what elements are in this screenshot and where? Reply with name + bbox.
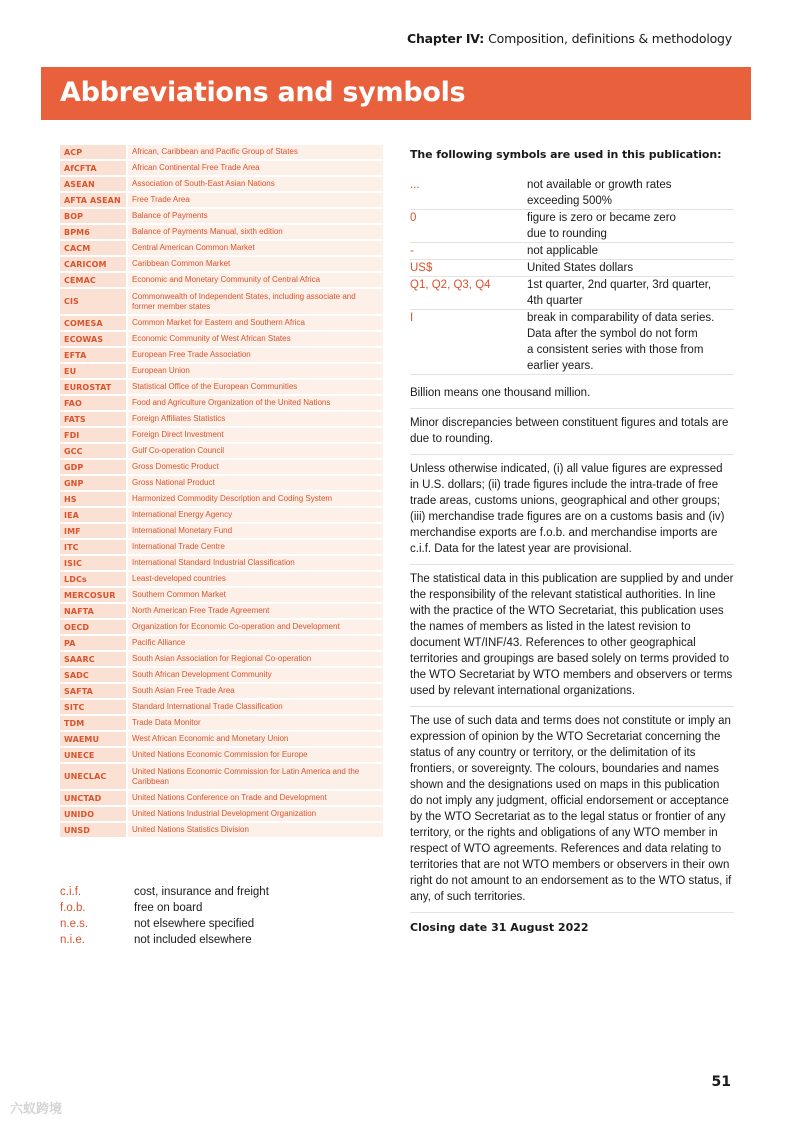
symbol-definition: 1st quarter, 2nd quarter, 3rd quarter, 4th quarter bbox=[527, 279, 712, 307]
abbreviation-code: EUROSTAT bbox=[60, 380, 126, 394]
abbreviation-code: COMESA bbox=[60, 316, 126, 330]
symbol-definition: break in comparability of data series. Data after the symbol do not form a consistent series with those from earlier years. bbox=[527, 312, 715, 372]
abbreviation-row bbox=[60, 177, 383, 191]
abbreviation-code: SAFTA bbox=[60, 684, 126, 698]
abbreviation-row bbox=[60, 604, 383, 618]
abbreviation-code: AFTA ASEAN bbox=[60, 193, 126, 207]
abbreviation-definition: West African Economic and Monetary Union bbox=[128, 732, 383, 746]
abbreviation-row bbox=[60, 241, 383, 255]
abbreviation-row bbox=[60, 791, 383, 805]
abbreviation-code: BOP bbox=[60, 209, 126, 223]
abbreviation-definition: South Asian Free Trade Area bbox=[128, 684, 383, 698]
abbreviation-definition: South African Development Community bbox=[128, 668, 383, 682]
abbreviation-row bbox=[60, 476, 383, 490]
abbreviation-code: WAEMU bbox=[60, 732, 126, 746]
abbreviation-definition: International Trade Centre bbox=[128, 540, 383, 554]
abbreviation-definition: United Nations Statistics Division bbox=[128, 823, 383, 837]
abbreviation-definition: Foreign Direct Investment bbox=[128, 428, 383, 442]
abbreviation-definition: Standard International Trade Classification bbox=[128, 700, 383, 714]
abbreviation-row bbox=[60, 444, 383, 458]
abbreviation-definition: Trade Data Monitor bbox=[128, 716, 383, 730]
abbreviation-row bbox=[60, 748, 383, 762]
abbreviation-definition: European Union bbox=[128, 364, 383, 378]
abbreviation-definition: Harmonized Commodity Description and Coding System bbox=[128, 492, 383, 506]
abbreviation-definition: Association of South-East Asian Nations bbox=[128, 177, 383, 191]
abbreviation-definition: Economic and Monetary Community of Central Africa bbox=[128, 273, 383, 287]
abbreviation-code: CEMAC bbox=[60, 273, 126, 287]
abbreviation-code: CACM bbox=[60, 241, 126, 255]
term-code: n.i.e. bbox=[60, 934, 85, 946]
abbreviation-code: HS bbox=[60, 492, 126, 506]
abbreviation-code: IMF bbox=[60, 524, 126, 538]
abbreviation-code: UNECE bbox=[60, 748, 126, 762]
abbreviation-code: IEA bbox=[60, 508, 126, 522]
abbreviation-row bbox=[60, 700, 383, 714]
term-definition: not elsewhere specified bbox=[134, 918, 255, 930]
symbol-row bbox=[410, 260, 734, 277]
abbreviation-row bbox=[60, 684, 383, 698]
abbreviation-code: GDP bbox=[60, 460, 126, 474]
abbreviation-code: SITC bbox=[60, 700, 126, 714]
abbreviation-row bbox=[60, 732, 383, 746]
abbreviation-row bbox=[60, 396, 383, 410]
note-paragraph: Billion means one thousand million. bbox=[410, 375, 734, 409]
abbreviation-definition: Least-developed countries bbox=[128, 572, 383, 586]
abbreviation-row bbox=[60, 668, 383, 682]
abbreviation-code: ISIC bbox=[60, 556, 126, 570]
page-number: 51 bbox=[711, 1074, 731, 1090]
term-definition: cost, insurance and freight bbox=[134, 886, 269, 898]
abbreviation-definition: Commonwealth of Independent States, including associate and former member states bbox=[128, 289, 383, 314]
abbreviation-code: UNIDO bbox=[60, 807, 126, 821]
abbreviation-definition: Organization for Economic Co-operation and Development bbox=[128, 620, 383, 634]
symbol-code: US$ bbox=[410, 262, 433, 274]
symbol-row bbox=[410, 277, 734, 310]
abbreviation-definition: United Nations Industrial Development Organization bbox=[128, 807, 383, 821]
abbreviation-code: EU bbox=[60, 364, 126, 378]
abbreviation-row bbox=[60, 161, 383, 175]
symbol-row bbox=[410, 243, 734, 260]
abbreviation-definition: United Nations Economic Commission for Europe bbox=[128, 748, 383, 762]
abbreviation-code: BPM6 bbox=[60, 225, 126, 239]
abbreviation-row bbox=[60, 380, 383, 394]
abbreviation-definition: Caribbean Common Market bbox=[128, 257, 383, 271]
abbreviation-row bbox=[60, 764, 383, 789]
term-code: c.i.f. bbox=[60, 886, 82, 898]
abbreviation-definition: Pacific Alliance bbox=[128, 636, 383, 650]
chapter-title: Composition, definitions & methodology bbox=[488, 31, 732, 46]
watermark-logo: 六蚁跨境 bbox=[10, 1101, 63, 1116]
abbreviation-row bbox=[60, 273, 383, 287]
abbreviation-definition: Free Trade Area bbox=[128, 193, 383, 207]
abbreviation-code: UNSD bbox=[60, 823, 126, 837]
term-code: f.o.b. bbox=[60, 902, 86, 914]
abbreviation-definition: Food and Agriculture Organization of the United Nations bbox=[128, 396, 383, 410]
abbreviation-row bbox=[60, 492, 383, 506]
symbol-definition: United States dollars bbox=[527, 262, 634, 274]
abbreviation-code: GCC bbox=[60, 444, 126, 458]
abbreviation-row bbox=[60, 332, 383, 346]
abbreviation-row bbox=[60, 807, 383, 821]
symbol-code: - bbox=[410, 245, 414, 257]
abbreviation-definition: Gulf Co-operation Council bbox=[128, 444, 383, 458]
note-paragraph: Unless otherwise indicated, (i) all value figures are expressed in U.S. dollars; (ii) trade figures include the intra-trade of free trade areas, customs unions, geographical and other groups; (iii) merchandise trade figures are on a customs basis and (iv) merchandise exports are f.o.b. and merchandise imports are c.i.f. Data for the latest year are provisional. bbox=[410, 455, 734, 565]
symbol-definition: not available or growth rates exceeding 500% bbox=[527, 179, 672, 207]
symbol-definition: figure is zero or became zero due to rounding bbox=[527, 212, 676, 240]
note-paragraph: Minor discrepancies between constituent figures and totals are due to rounding. bbox=[410, 409, 734, 455]
abbreviation-definition: Balance of Payments Manual, sixth edition bbox=[128, 225, 383, 239]
closing-date: Closing date 31 August 2022 bbox=[410, 921, 589, 934]
symbol-code: 0 bbox=[410, 212, 417, 224]
chapter-header bbox=[407, 31, 732, 46]
abbreviation-definition: South Asian Association for Regional Co-operation bbox=[128, 652, 383, 666]
symbols-column bbox=[410, 148, 734, 934]
page-title: Abbreviations and symbols bbox=[60, 77, 466, 108]
chapter-label: Chapter IV: bbox=[407, 31, 484, 46]
abbreviation-definition: Common Market for Eastern and Southern Africa bbox=[128, 316, 383, 330]
abbreviation-row bbox=[60, 636, 383, 650]
abbreviation-definition: North American Free Trade Agreement bbox=[128, 604, 383, 618]
abbreviation-definition: Gross Domestic Product bbox=[128, 460, 383, 474]
abbreviation-definition: Balance of Payments bbox=[128, 209, 383, 223]
term-code: n.e.s. bbox=[60, 918, 89, 930]
symbols-list bbox=[410, 177, 734, 375]
abbreviation-code: GNP bbox=[60, 476, 126, 490]
abbreviation-code: SAARC bbox=[60, 652, 126, 666]
abbreviation-code: UNECLAC bbox=[60, 764, 126, 789]
symbol-code: I bbox=[410, 312, 414, 324]
abbreviation-row bbox=[60, 823, 383, 837]
abbreviation-code: FAO bbox=[60, 396, 126, 410]
abbreviation-code: LDCs bbox=[60, 572, 126, 586]
abbreviation-row bbox=[60, 257, 383, 271]
abbreviation-code: UNCTAD bbox=[60, 791, 126, 805]
symbol-row bbox=[410, 210, 734, 243]
term-definition: free on board bbox=[134, 902, 203, 914]
abbreviation-definition: Central American Common Market bbox=[128, 241, 383, 255]
abbreviation-definition: International Energy Agency bbox=[128, 508, 383, 522]
abbreviation-row bbox=[60, 652, 383, 666]
abbreviation-row bbox=[60, 556, 383, 570]
abbreviation-row bbox=[60, 508, 383, 522]
section-banner bbox=[41, 67, 751, 120]
abbreviation-code: SADC bbox=[60, 668, 126, 682]
abbreviation-row bbox=[60, 620, 383, 634]
abbreviations-table bbox=[60, 145, 383, 839]
abbreviation-definition: European Free Trade Association bbox=[128, 348, 383, 362]
abbreviation-row bbox=[60, 524, 383, 538]
abbreviation-row bbox=[60, 364, 383, 378]
terms-list bbox=[60, 884, 269, 948]
abbreviation-definition: Statistical Office of the European Communities bbox=[128, 380, 383, 394]
abbreviation-row bbox=[60, 572, 383, 586]
abbreviation-code: EFTA bbox=[60, 348, 126, 362]
abbreviation-code: ACP bbox=[60, 145, 126, 159]
abbreviation-code: TDM bbox=[60, 716, 126, 730]
abbreviation-code: ECOWAS bbox=[60, 332, 126, 346]
abbreviation-row bbox=[60, 348, 383, 362]
symbol-row bbox=[410, 177, 734, 210]
abbreviation-definition: African, Caribbean and Pacific Group of States bbox=[128, 145, 383, 159]
abbreviation-definition: United Nations Conference on Trade and Development bbox=[128, 791, 383, 805]
abbreviation-definition: Foreign Affiliates Statistics bbox=[128, 412, 383, 426]
note-paragraph: The statistical data in this publication are supplied by and under the responsibility of the relevant statistical authorities. In line with the practice of the WTO Secretariat, this publication uses the names of members as listed in the latest revision to document WT/INF/43. References to other geographical territories and groupings are based solely on terms provided to the WTO Secretariat by WTO members and observers or terms used by relevant international organizations. bbox=[410, 565, 734, 707]
abbreviation-code: FATS bbox=[60, 412, 126, 426]
abbreviation-row bbox=[60, 588, 383, 602]
term-row bbox=[60, 884, 269, 900]
abbreviation-definition: International Monetary Fund bbox=[128, 524, 383, 538]
abbreviation-code: MERCOSUR bbox=[60, 588, 126, 602]
abbreviation-definition: International Standard Industrial Classification bbox=[128, 556, 383, 570]
abbreviation-row bbox=[60, 145, 383, 159]
abbreviation-code: ITC bbox=[60, 540, 126, 554]
notes-paragraphs bbox=[410, 375, 734, 913]
abbreviation-definition: Southern Common Market bbox=[128, 588, 383, 602]
abbreviation-code: CARICOM bbox=[60, 257, 126, 271]
abbreviation-row bbox=[60, 412, 383, 426]
abbreviation-code: PA bbox=[60, 636, 126, 650]
symbol-definition: not applicable bbox=[527, 245, 598, 257]
term-definition: not included elsewhere bbox=[134, 934, 252, 946]
abbreviation-row bbox=[60, 540, 383, 554]
abbreviation-definition: Economic Community of West African States bbox=[128, 332, 383, 346]
abbreviation-row bbox=[60, 209, 383, 223]
abbreviation-code: FDI bbox=[60, 428, 126, 442]
abbreviation-row bbox=[60, 289, 383, 314]
abbreviation-row bbox=[60, 428, 383, 442]
abbreviation-row bbox=[60, 193, 383, 207]
term-row bbox=[60, 916, 269, 932]
term-row bbox=[60, 932, 269, 948]
abbreviation-definition: Gross National Product bbox=[128, 476, 383, 490]
symbol-code: Q1, Q2, Q3, Q4 bbox=[410, 279, 491, 291]
abbreviation-definition: African Continental Free Trade Area bbox=[128, 161, 383, 175]
symbol-code: ... bbox=[410, 179, 420, 191]
abbreviation-row bbox=[60, 716, 383, 730]
symbols-title: The following symbols are used in this publication: bbox=[410, 148, 722, 161]
abbreviation-row bbox=[60, 460, 383, 474]
symbol-row bbox=[410, 310, 734, 375]
abbreviation-code: NAFTA bbox=[60, 604, 126, 618]
abbreviation-code: ASEAN bbox=[60, 177, 126, 191]
note-paragraph: The use of such data and terms does not constitute or imply an expression of opinion by the WTO Secretariat concerning the status of any country or territory, or the delimitation of its frontiers, or sovereignty. The colours, boundaries and names shown and the designations used on maps in this publication do not imply any judgment, official endorsement or acceptance by the WTO Secretariat as to the legal status or frontier of any territory, or the rights and obligations of any WTO member in respect of WTO agreements. References and data relating to territories that are not WTO members or observers in their own right do not amount to an endorsement as to the WTO status, if any, of such territories. bbox=[410, 707, 734, 913]
abbreviation-row bbox=[60, 316, 383, 330]
abbreviation-code: AfCFTA bbox=[60, 161, 126, 175]
abbreviation-code: OECD bbox=[60, 620, 126, 634]
abbreviation-row bbox=[60, 225, 383, 239]
abbreviation-definition: United Nations Economic Commission for Latin America and the Caribbean bbox=[128, 764, 383, 789]
term-row bbox=[60, 900, 269, 916]
abbreviation-code: CIS bbox=[60, 289, 126, 314]
